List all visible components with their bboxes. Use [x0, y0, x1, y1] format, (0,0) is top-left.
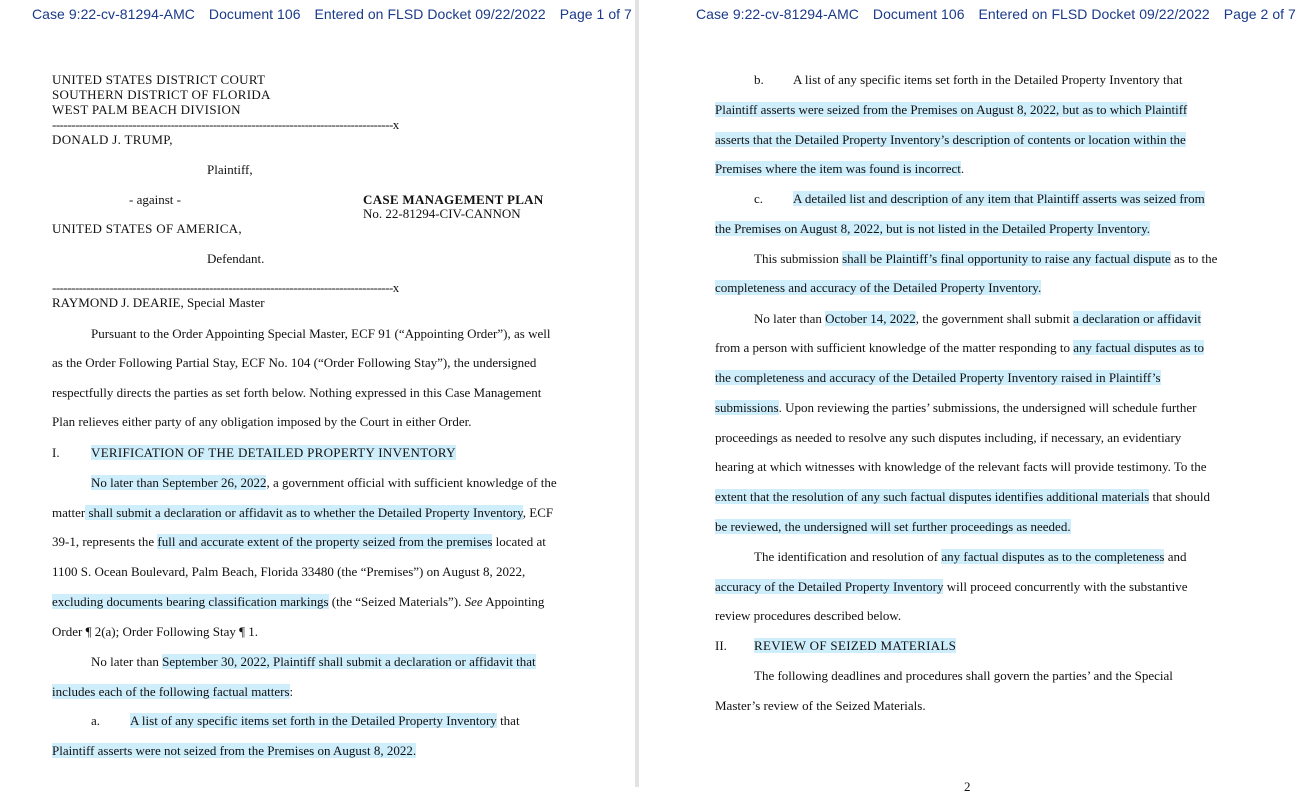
paragraph-line: This submission shall be Plaintiff’s final opportunity to raise any factual dispute as to the: [754, 251, 1218, 266]
page-header: [696, 6, 1306, 22]
document-title: CASE MANAGEMENT PLAN: [363, 192, 544, 207]
paragraph-line: review procedures described below.: [715, 608, 902, 623]
special-master-line: RAYMOND J. DEARIE, Special Master: [52, 295, 265, 310]
paragraph-line: matter shall submit a declaration or affidavit as to whether the Detailed Property Inventory, ECF: [52, 505, 554, 520]
paragraph-line: the completeness and accuracy of the Detailed Property Inventory raised in Plaintiff’s: [715, 370, 1161, 385]
paragraph-line: 1100 S. Ocean Boulevard, Palm Beach, Florida 33480 (the “Premises”) on August 8, 2022,: [52, 564, 526, 579]
paragraph-line: No later than September 30, 2022, Plaintiff shall submit a declaration or affidavit that: [91, 654, 536, 669]
list-item-label: c.: [754, 191, 764, 206]
header-document-number: Document 106: [872, 6, 965, 22]
paragraph-line: includes each of the following factual matters:: [52, 684, 294, 699]
header-document-number: Document 106: [208, 6, 301, 22]
plaintiff-role: Plaintiff,: [207, 162, 253, 177]
court-name-line-1: UNITED STATES DISTRICT COURT: [52, 72, 266, 87]
defendant-name: UNITED STATES OF AMERICA,: [52, 221, 242, 236]
intro-paragraph-line: as the Order Following Partial Stay, ECF No. 104 (“Order Following Stay”), the undersigned: [52, 355, 537, 370]
list-item-line: Plaintiff asserts were not seized from the Premises on August 8, 2022.: [52, 743, 417, 758]
paragraph-line: No later than October 14, 2022, the government shall submit a declaration or affidavit: [754, 311, 1202, 326]
list-item-line: asserts that the Detailed Property Inventory’s description of contents or location within the: [715, 132, 1186, 147]
paragraph-line: extent that the resolution of any such factual disputes identifies additional materials that should: [715, 489, 1210, 504]
section-number: I.: [52, 445, 60, 460]
paragraph-line: The following deadlines and procedures shall govern the parties’ and the Special: [754, 668, 1173, 683]
list-item-line: A list of any specific items set forth in the Detailed Property Inventory that: [130, 713, 520, 728]
paragraph-line: submissions. Upon reviewing the parties’ submissions, the undersigned will schedule further: [715, 400, 1197, 415]
paragraph-line: The identification and resolution of any factual disputes as to the completeness and: [754, 549, 1187, 564]
header-docket-entry: Entered on FLSD Docket 09/22/2022: [978, 6, 1210, 22]
page-number: 2: [964, 779, 971, 794]
paragraph-line: proceedings as needed to resolve any such disputes including, if necessary, an evidentiary: [715, 430, 1182, 445]
paragraph-line: completeness and accuracy of the Detailed Property Inventory.: [715, 280, 1042, 295]
court-name-line-3: WEST PALM BEACH DIVISION: [52, 102, 241, 117]
paragraph-line: hearing at which witnesses with knowledge of the relevant facts will provide testimony. To the: [715, 459, 1207, 474]
header-case-number: Case 9:22-cv-81294-AMC: [696, 6, 859, 22]
court-name-line-2: SOUTHERN DISTRICT OF FLORIDA: [52, 87, 271, 102]
list-item-label: a.: [91, 713, 101, 728]
intro-paragraph-line: respectfully directs the parties as set forth below. Nothing expressed in this Case Management: [52, 385, 542, 400]
list-item-line: Premises where the item was found is incorrect.: [715, 161, 965, 176]
case-number-line: No. 22-81294-CIV-CANNON: [363, 206, 521, 221]
paragraph-line: Master’s review of the Seized Materials.: [715, 698, 926, 713]
plaintiff-name: DONALD J. TRUMP,: [52, 132, 173, 147]
caption-separator: -----------------------------------------------------------------------------------------x: [52, 117, 399, 132]
paragraph-line: excluding documents bearing classification markings (the “Seized Materials”). See Appointing: [52, 594, 545, 609]
caption-separator: -----------------------------------------------------------------------------------------x: [52, 280, 399, 295]
page-header: [32, 6, 642, 22]
header-case-number: Case 9:22-cv-81294-AMC: [32, 6, 195, 22]
header-docket-entry: Entered on FLSD Docket 09/22/2022: [314, 6, 546, 22]
defendant-role: Defendant.: [207, 251, 265, 266]
header-page-indicator: Page 1 of 7: [559, 6, 632, 22]
paragraph-line: accuracy of the Detailed Property Inventory will proceed concurrently with the substantive: [715, 579, 1188, 594]
document-page-2: [639, 0, 1296, 794]
list-item-line: A detailed list and description of any item that Plaintiff asserts was seized from: [793, 191, 1205, 206]
section-number: II.: [715, 638, 727, 653]
paragraph-line: 39-1, represents the full and accurate extent of the property seized from the premises located at: [52, 534, 546, 549]
paragraph-line: No later than September 26, 2022, a government official with sufficient knowledge of the: [91, 475, 557, 490]
document-page-1: [0, 0, 635, 787]
paragraph-line: Order ¶ 2(a); Order Following Stay ¶ 1.: [52, 624, 259, 639]
against-label: - against -: [129, 192, 181, 207]
list-item-line: the Premises on August 8, 2022, but is not listed in the Detailed Property Inventory.: [715, 221, 1150, 236]
intro-paragraph-line: Pursuant to the Order Appointing Special Master, ECF 91 (“Appointing Order”), as well: [91, 326, 551, 341]
paragraph-line: be reviewed, the undersigned will set further proceedings as needed.: [715, 519, 1071, 534]
list-item-line: A list of any specific items set forth in the Detailed Property Inventory that: [793, 72, 1183, 87]
list-item-line: Plaintiff asserts were seized from the Premises on August 8, 2022, but as to which Plaintiff: [715, 102, 1188, 117]
section-heading: VERIFICATION OF THE DETAILED PROPERTY INVENTORY: [91, 445, 456, 460]
header-page-indicator: Page 2 of 7: [1223, 6, 1296, 22]
list-item-label: b.: [754, 72, 764, 87]
intro-paragraph-line: Plan relieves either party of any obligation imposed by the Court in either Order.: [52, 414, 472, 429]
paragraph-line: from a person with sufficient knowledge of the matter responding to any factual disputes as to: [715, 340, 1204, 355]
section-heading: REVIEW OF SEIZED MATERIALS: [754, 638, 957, 653]
